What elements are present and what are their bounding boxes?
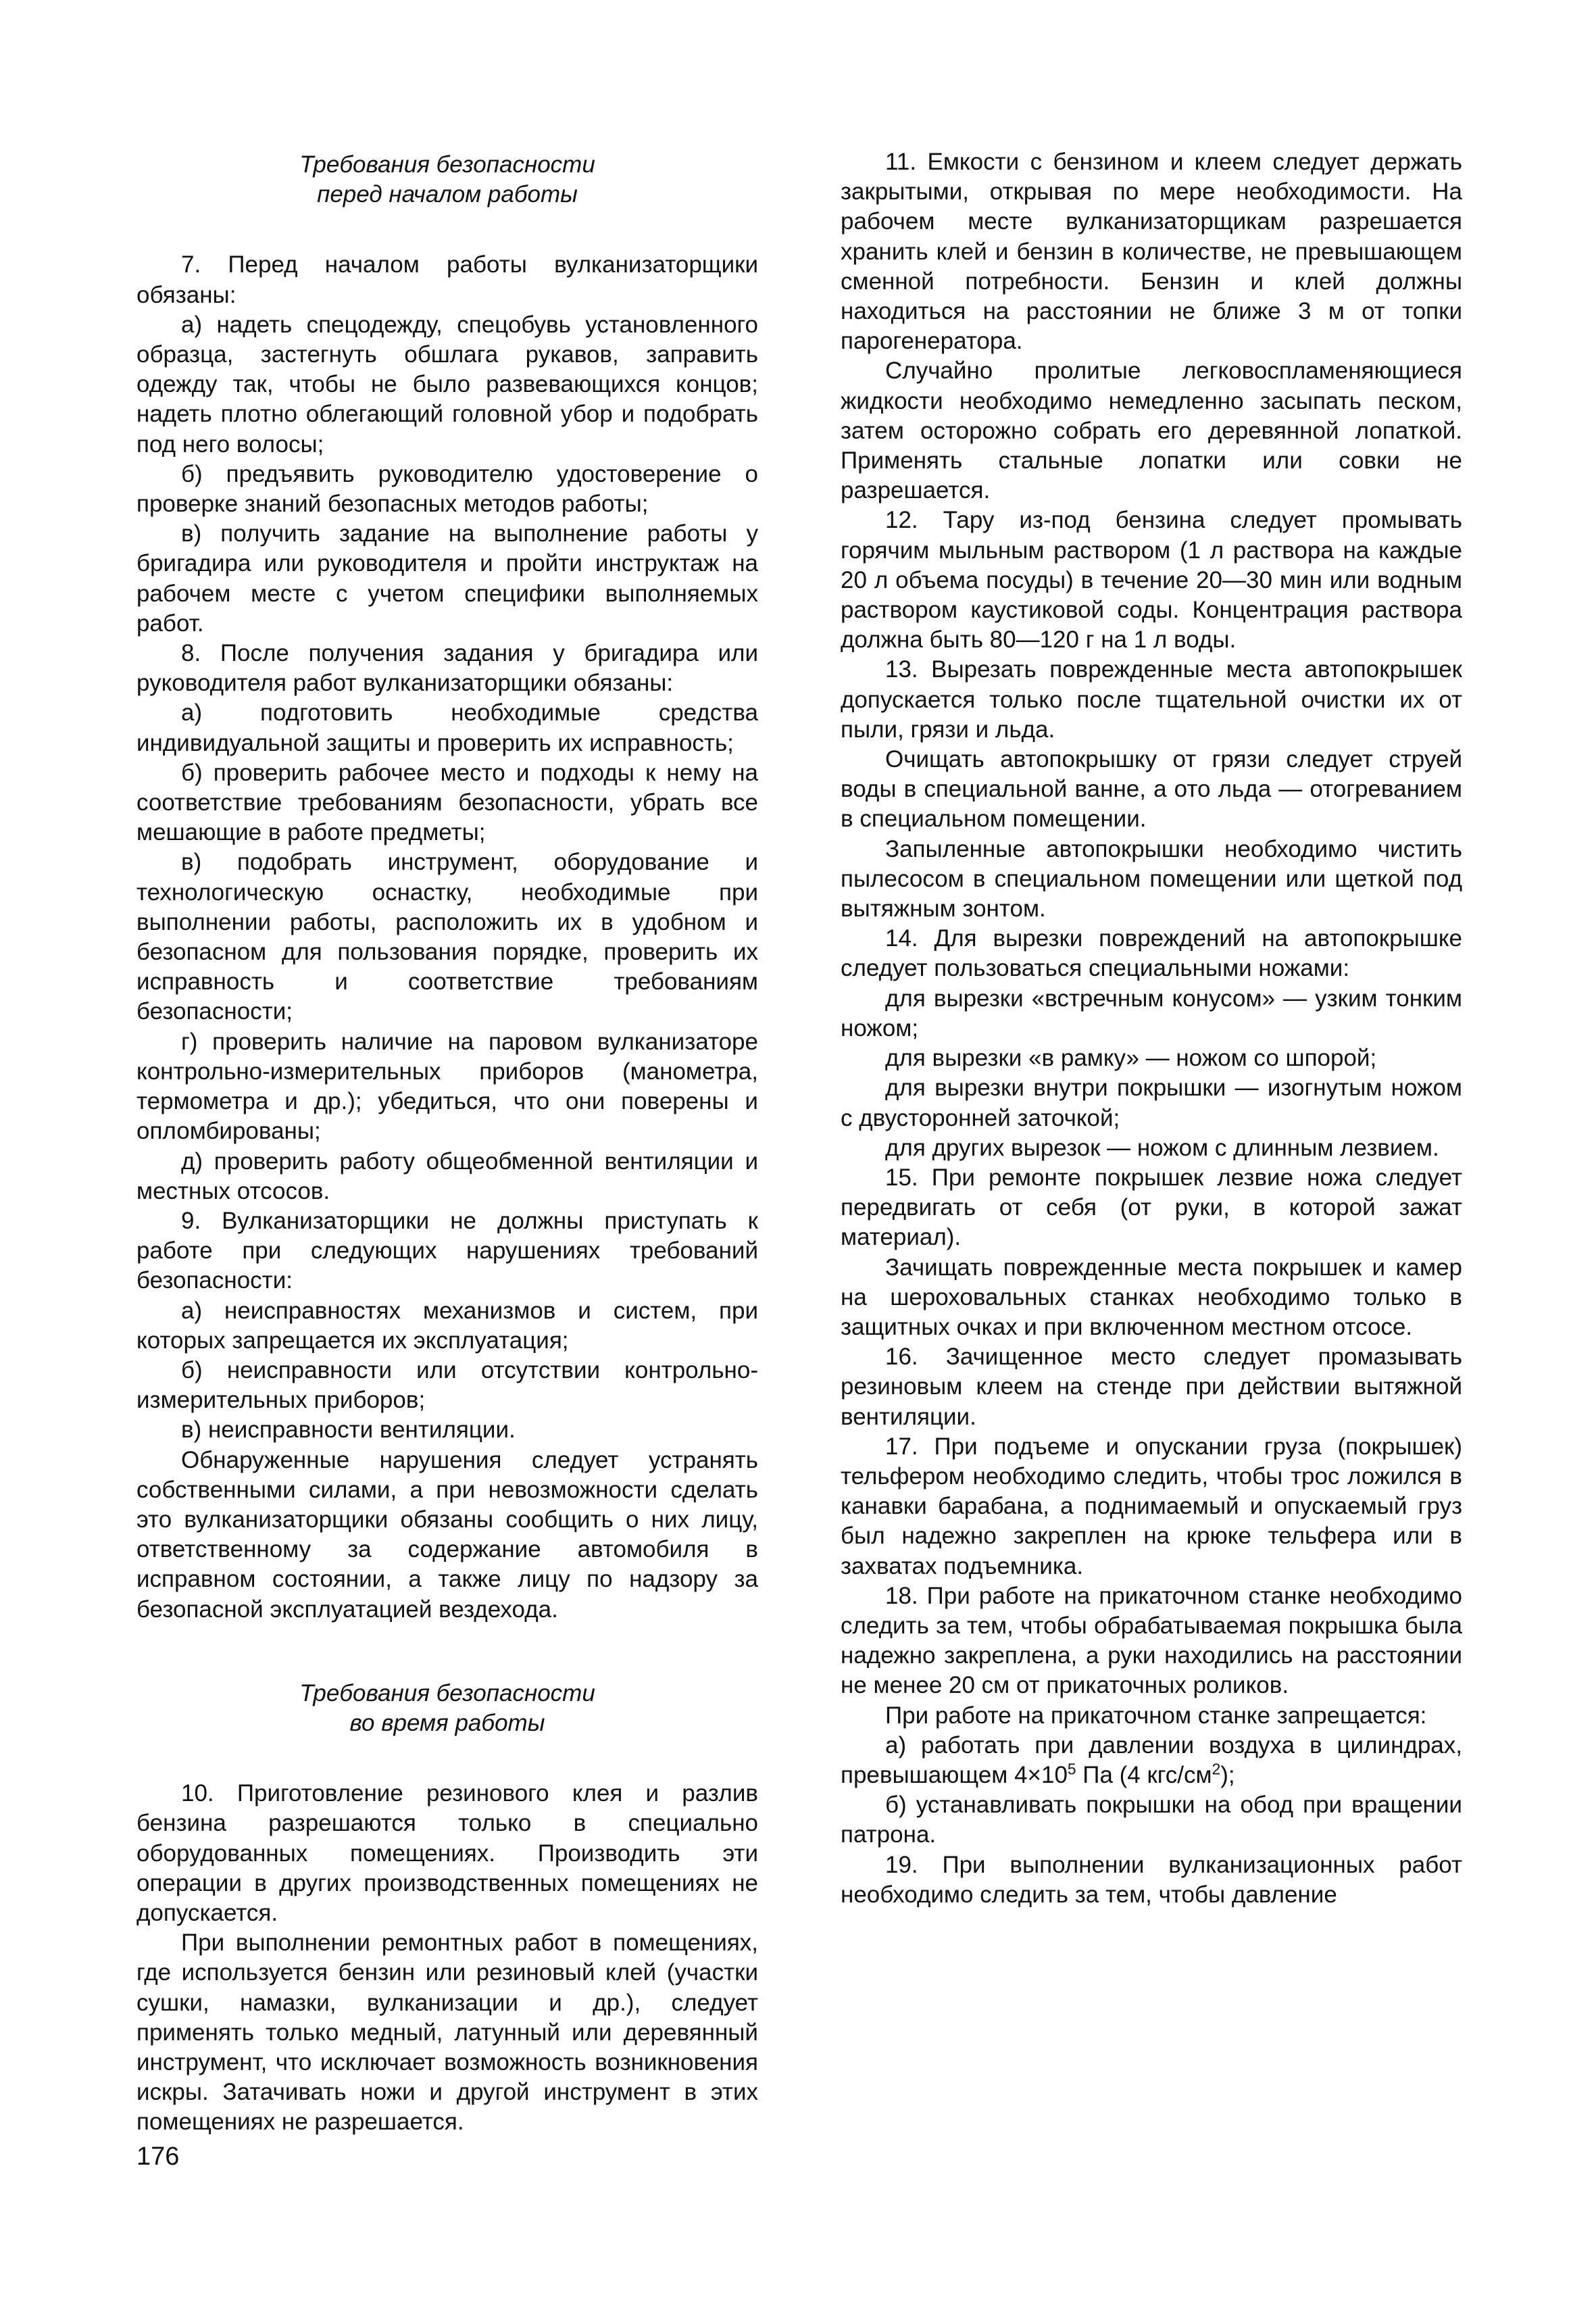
section-heading-during-work (136, 1679, 758, 1738)
paragraph: 8. После получения задания у бригадира или руководителя работ вулканизаторщики обязаны: (136, 640, 758, 697)
paragraph: 10. Приготовление резинового клея и разлив бензина разрешаются только в специально оборудованных помещениях. Производить эти операции в других производственных помещениях не допускается. (136, 1780, 758, 1926)
paragraph: а) подготовить необходимые средства индивидуальной защиты и проверить их исправность; (136, 699, 758, 756)
paragraph: Запыленные автопокрышки необходимо чистить пылесосом в специальном помещении или щеткой под вытяжным зонтом. (841, 835, 1462, 922)
paragraph: 7. Перед началом работы вулканизаторщики обязаны: (136, 251, 758, 308)
paragraph: а) неисправностях механизмов и систем, при которых запрещается их эксплуатация; (136, 1297, 758, 1354)
paragraph: в) подобрать инструмент, оборудование и технологическую оснастку, необходимые при выполнении работы, расположить их в удобном и безопасном для пользования порядке, проверить их исправность и соответствие требованиям безопасности; (136, 849, 758, 1025)
heading-line: во время работы (349, 1709, 545, 1736)
paragraph: 9. Вулканизаторщики не должны приступать к работе при следующих нарушениях требований безопасности: (136, 1207, 758, 1294)
paragraph: б) предъявить руководителю удостоверение о проверке знаний безопасных методов работы; (136, 460, 758, 518)
paragraph: для вырезки внутри покрышки — изогнутым ножом с двусторонней заточкой; (841, 1075, 1462, 1131)
page-number: 176 (136, 2142, 180, 2171)
paragraph: б) проверить рабочее место и подходы к нему на соответствие требованиям безопасности, убрать все мешающие в работе предметы; (136, 759, 758, 846)
paragraph: д) проверить работу общеобменной вентиляции и местных отсосов. (136, 1148, 758, 1204)
paragraph: 13. Вырезать поврежденные места автопокрышек допускается только после тщательной очистки их от пыли, грязи и льда. (841, 656, 1462, 743)
section-heading-before-work (136, 150, 758, 210)
paragraph: Обнаруженные нарушения следует устранять собственными силами, а при невозможности сделать это вулканизаторщики обязаны сообщить о них лицу, ответственному за содержание автомобиля в исправном состоянии, а также лицу по надзору за безопасной эксплуатацией вездехода. (136, 1446, 758, 1623)
paragraph: 15. При ремонте покрышек лезвие ножа следует передвигать от себя (от руки, в которой зажат материал). (841, 1164, 1462, 1251)
paragraph: Зачищать поврежденные места покрышек и камер на шероховальных станках необходимо только в защитных очках и при включенном местном отсосе. (841, 1254, 1462, 1340)
paragraph: Случайно пролитые легковоспламеняющиеся жидкости необходимо немедленно засыпать песком, затем осторожно собрать его деревянной лопаткой. Применять стальные лопатки или совки не разрешается. (841, 358, 1462, 504)
paragraph: для вырезки «встречным конусом» — узким тонким ножом; (841, 985, 1462, 1041)
text-fragment: Па (4 кгс/см (1076, 1761, 1212, 1788)
paragraph: 12. Тару из-под бензина следует промывать горячим мыльным раствором (1 л раствора на каждые 20 л объема посуды) в течение 20—30 мин или водным раствором каустиковой соды. Концентрация раствора должна быть 80—120 г на 1 л воды. (841, 507, 1462, 654)
paragraph-pressure-limit (841, 1731, 1462, 1790)
paragraph: для вырезки «в рамку» — ножом со шпорой; (885, 1045, 1377, 1072)
paragraph: 17. При подъеме и опускании груза (покрышек) тельфером необходимо следить, чтобы трос ложился в канавки барабана, а поднимаемый и опускаемый груз был надежно закреплен на крюке тельфера или в захватах подъемника. (841, 1433, 1462, 1579)
paragraph: При работе на прикаточном станке запрещается: (885, 1702, 1427, 1729)
paragraph: 19. При выполнении вулканизационных работ необходимо следить за тем, чтобы давление (841, 1851, 1462, 1908)
paragraph: 14. Для вырезки повреждений на автопокрышке следует пользоваться специальными ножами: (841, 925, 1462, 982)
paragraph: 16. Зачищенное место следует промазывать резиновым клеем на стенде при действии вытяжной вентиляции. (841, 1344, 1462, 1430)
paragraph: При выполнении ремонтных работ в помещениях, где используется бензин или резиновый клей (участки сушки, намазки, вулканизации и др.), следует применять только медный, латунный или деревянный инструмент, что исключает возможность возникновения искры. Затачивать ножи и другой инструмент в этих помещениях не разрешается. (136, 1929, 758, 2136)
paragraph: для других вырезок — ножом с длинным лезвием. (885, 1134, 1439, 1161)
paragraph: Очищать автопокрышку от грязи следует струей воды в специальной ванне, а ото льда — отогреванием в специальном помещении. (841, 746, 1462, 833)
paragraph: б) неисправности или отсутствии контрольно-измерительных приборов; (136, 1356, 758, 1414)
paragraph: а) надеть спецодежду, спецобувь установленного образца, застегнуть обшлага рукавов, заправить одежду так, чтобы не было развевающихся концов; надеть плотно облегающий головной убор и подобрать под него волосы; (136, 311, 758, 458)
paragraph: в) неисправности вентиляции. (181, 1417, 516, 1444)
paragraph: 18. При работе на прикаточном станке необходимо следить за тем, чтобы обрабатываемая покрышка была надежно закреплена, а руки находились на расстоянии не менее 20 см от прикаточных роликов. (841, 1582, 1462, 1699)
heading-line: Требования безопасности (299, 1679, 595, 1706)
text-fragment: ); (1220, 1761, 1235, 1788)
paragraph: г) проверить наличие на паровом вулканизаторе контрольно-измерительных приборов (манометра, термометра и др.); убедиться, что они поверены и опломбированы; (136, 1028, 758, 1145)
text-fragment: а) работать при давлении воздуха в цилиндрах, превышающем 4×10 (841, 1731, 1462, 1788)
heading-line: перед началом работы (317, 181, 578, 208)
left-column (136, 150, 758, 2138)
heading-line: Требования безопасности (299, 151, 595, 178)
paragraph: б) устанавливать покрышки на обод при вращении патрона. (841, 1792, 1462, 1848)
superscript: 5 (1067, 1760, 1076, 1778)
paragraph: в) получить задание на выполнение работы у бригадира или руководителя и пройти инструктаж на рабочем месте с учетом специфики выполняемых работ. (136, 520, 758, 637)
superscript: 2 (1212, 1760, 1221, 1778)
paragraph: 11. Емкости с бензином и клеем следует держать закрытыми, открывая по мере необходимости. На рабочем месте вулканизаторщикам разрешается хранить клей и бензин в количестве, не превышающем сменной потребности. Бензин и клей должны находиться на расстоянии не ближе 3 м от топки парогенератора. (841, 149, 1462, 355)
right-column (841, 147, 1462, 1910)
